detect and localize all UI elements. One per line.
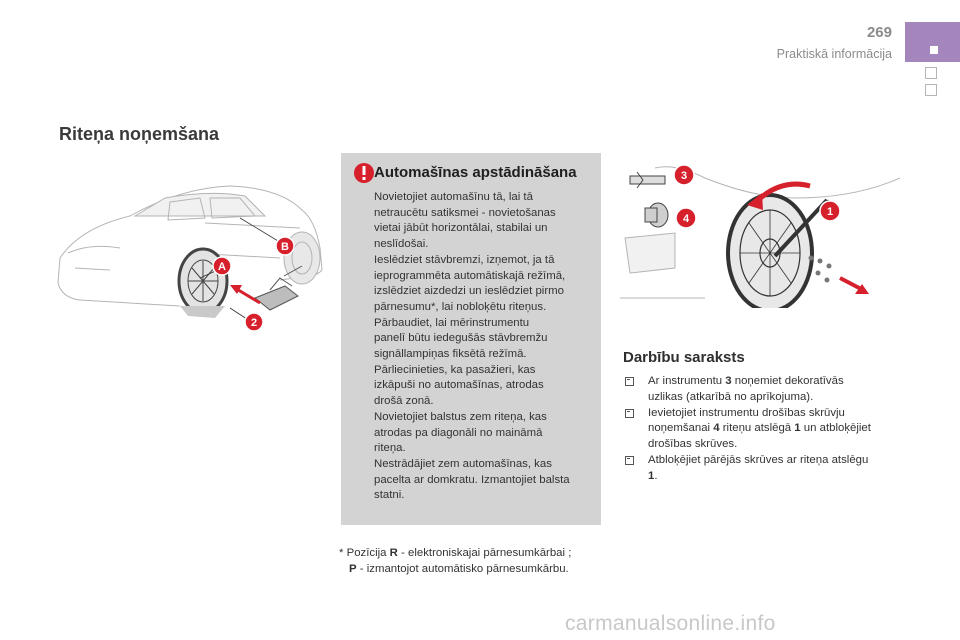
step-text: Atbloķējiet pārējās skrūves ar riteņa atslēgu (648, 453, 869, 466)
callout-2 (245, 313, 263, 331)
step-item (624, 453, 874, 485)
footnote (339, 545, 619, 577)
page-number: 269 (866, 24, 892, 41)
step-text: noņemiet dekoratīvās uzlikas (atkarībā no aprīkojuma). (648, 375, 844, 403)
wheel-removal-illustration (615, 158, 900, 308)
steps-list (624, 374, 874, 485)
step-ref: 1 (794, 422, 801, 435)
warning-text: Novietojiet automašīnu tā, lai tā netraucētu satiksmei - novietošanas vietai jābūt horizontālai, stabilai un neslīdošai. Ieslēdziet stāvbremzi, izņemot, ja tā ieprogrammēta automātiskajā režīmā, izslēdziet aizdedzi un ieslēdziet pirmo pārnesumu*, lai nobloķētu riteņus. Pārbaudiet, lai mērinstrumentu panelī būtu iedegušās stāvbremžu signāllampiņas fiksētā režīmā. Pārliecinieties, ka pasažieri, kas izkāpuši no automašīnas, atrodas drošā zonā. Novietojiet balstus zem riteņa, kas atrodas pa diagonāli no maināmā riteņa. Nestrādājiet zem automašīnas, kas pacelta ar domkratu. Izmantojiet balsta statni. (374, 191, 570, 502)
step-text: riteņu atslēgā (719, 422, 795, 435)
car-jack-illustration (40, 158, 325, 348)
footnote-text-1: - elektroniskajai pārnesumkārbai ; (397, 547, 572, 559)
callout-b (276, 237, 294, 255)
step-item (624, 406, 874, 453)
step-text: Ar instrumentu (648, 375, 726, 387)
step-ref: 3 (725, 375, 732, 387)
callout-2-label: 2 (250, 317, 258, 329)
warning-title: Automašīnas apstādināšana (374, 164, 577, 181)
chapter-tab-active[interactable] (905, 22, 960, 62)
footnote-key-r: R (389, 547, 398, 559)
steps-title: Darbību saraksts (623, 349, 745, 366)
step-ref: 4 (713, 422, 720, 435)
step-bullet-icon (625, 409, 634, 418)
step-text: Ievietojiet instrumentu drošības skrūvju noņemšanai (648, 406, 845, 435)
callout-a (213, 257, 231, 275)
warning-icon (352, 162, 376, 184)
chapter-tab[interactable] (925, 84, 937, 96)
callout-3-label: 3 (680, 170, 688, 182)
step-bullet-icon (625, 377, 634, 386)
callout-1 (820, 201, 840, 221)
step-bullet-icon (625, 456, 634, 465)
chapter-tab[interactable] (925, 67, 937, 79)
callout-a-label: A (218, 261, 226, 273)
callout-b-label: B (281, 241, 289, 253)
tab-marker (930, 46, 938, 54)
footnote-key-p: P (349, 563, 357, 575)
page-title: Riteņa noņemšana (59, 124, 220, 144)
warning-panel (341, 153, 601, 525)
step-text: . (654, 469, 658, 482)
watermark: carmanualsonline.info (565, 612, 776, 635)
callout-4-label: 4 (682, 213, 690, 225)
section-title: Praktiskā informācija (776, 47, 892, 61)
callout-4 (676, 208, 696, 228)
step-text: un atbloķējiet drošības skrūves. (648, 422, 871, 451)
footnote-text-2: - izmantojot automātisko pārnesumkārbu. (356, 563, 569, 575)
callout-1-label: 1 (826, 206, 834, 218)
callout-3 (674, 165, 694, 185)
footnote-prefix: * Pozīcija (339, 547, 390, 559)
step-ref: 1 (648, 469, 655, 482)
step-item (624, 374, 874, 406)
